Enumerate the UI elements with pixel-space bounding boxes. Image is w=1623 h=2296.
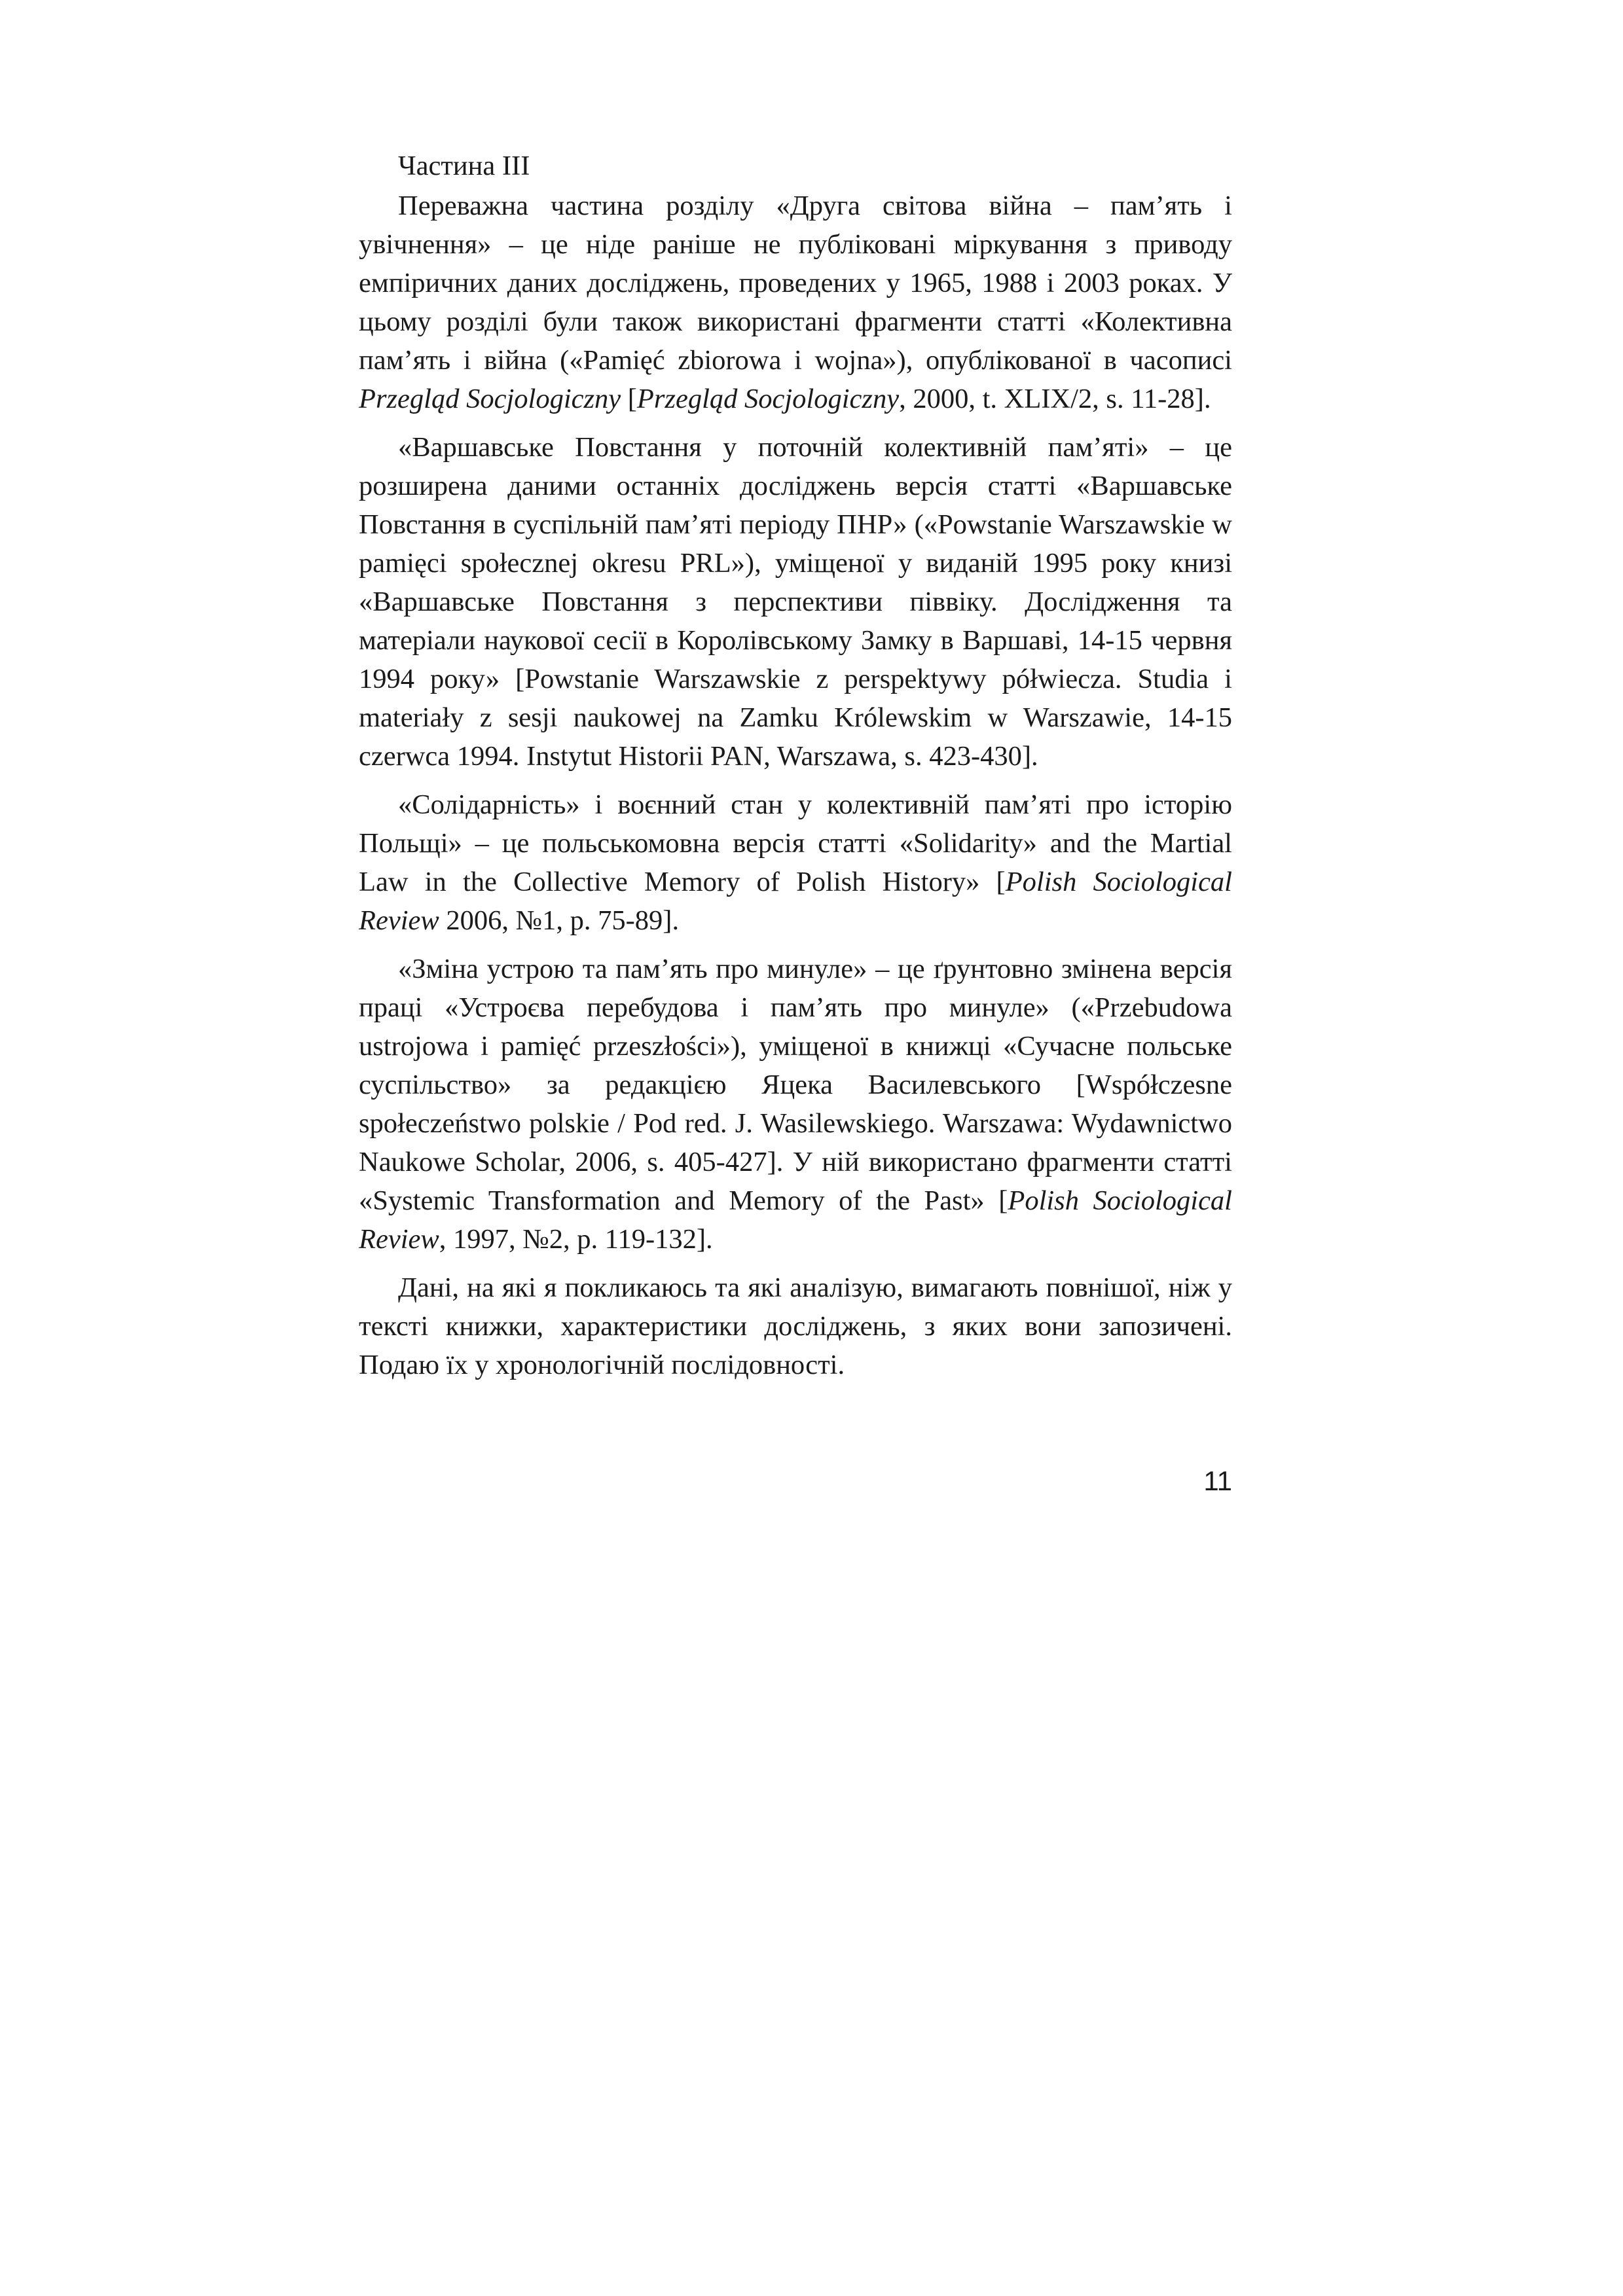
paragraph-2 xyxy=(359,428,1232,776)
paragraph-5 xyxy=(359,1268,1232,1384)
paragraph-text: Переважна частина розділу «Друга світова війна – пам’ять і увічнення» – це ніде раніше не публіковані міркування з приводу емпіричних даних досліджень, проведених у 1965, 1988 і 2003 роках. У цьому розділі були також використані фрагменти статті «Колективна пам’ять і війна («Pamięć zbiorowa i wojna»), опублікованої в часописі xyxy=(359,190,1232,376)
journal-title-italic: Polish Sociological Review xyxy=(359,867,1232,936)
paragraph-text: Дані, на які я покликаюсь та які аналізую, вимагають повнішої, ніж у тексті книжки, характеристики досліджень, з яких вони запозичені. Подаю їх у хронологічній послідовності. xyxy=(359,1272,1232,1380)
page-number: 11 xyxy=(1203,1465,1232,1496)
paragraph-text: «Варшавське Повстання у поточній колективній пам’яті» – це розширена даними останніх досліджень версія статті «Варшавське Повстання в суспільній пам’яті періоду ПНР» («Powstanie Warszawskie w pamięci społecznej okresu PRL»), уміщеної у виданій 1995 року книзі «Варшавське Повстання з перспективи піввіку. Дослідження та матеріали наукової сесії в Королівському Замку в Варшаві, 14-15 червня 1994 року» [Powstanie Warszawskie z perspektywy półwiecza. Studia i materiały z sesji naukowej na Zamku Królewskim w Warszawie, 14-15 czerwca 1994. Instytut Historii PAN, Warszawa, s. 423-430]. xyxy=(359,432,1232,772)
journal-title-italic: Przegląd Socjologiczny xyxy=(636,384,900,414)
paragraph-text: , 1997, №2, p. 119-132]. xyxy=(439,1224,713,1255)
paragraph-3 xyxy=(359,785,1232,940)
paragraph-text: , 2000, t. XLIX/2, s. 11-28]. xyxy=(899,384,1211,414)
paragraph-text: [ xyxy=(621,384,637,414)
paragraph-1 xyxy=(359,187,1232,418)
paragraph-text: 2006, №1, p. 75-89]. xyxy=(439,905,680,936)
paragraph-text: «Солідарність» і воєнний стан у колективній пам’яті про історію Польщі» – це польськомовна версія статті «Solidarity» and the Martial Law in the Collective Memory of Polish History» [ xyxy=(359,789,1232,897)
running-head: Частина ІІІ xyxy=(398,151,530,181)
journal-title-italic: Przegląd Socjologiczny xyxy=(359,384,621,414)
journal-title-italic: Polish Sociological Review xyxy=(359,1185,1232,1255)
paragraph-text: «Зміна устрою та пам’ять про минуле» – це ґрунтовно змінена версія праці «Устроєва перебудова і пам’ять про минуле» («Przebudowa ustrojowa i pamięć przeszłości»), уміщеної в книжці «Сучасне польське суспільство» за редакцією Яцека Василевського [Współczesne społeczeństwo polskie / Pod red. J. Wasilewskiego. Warszawa: Wydawnictwo Naukowe Scholar, 2006, s. 405-427]. У ній використано фрагменти статті «Systemic Transformation and Memory of the Past» [ xyxy=(359,954,1232,1216)
paragraph-4 xyxy=(359,950,1232,1259)
body-text xyxy=(359,147,1232,1384)
